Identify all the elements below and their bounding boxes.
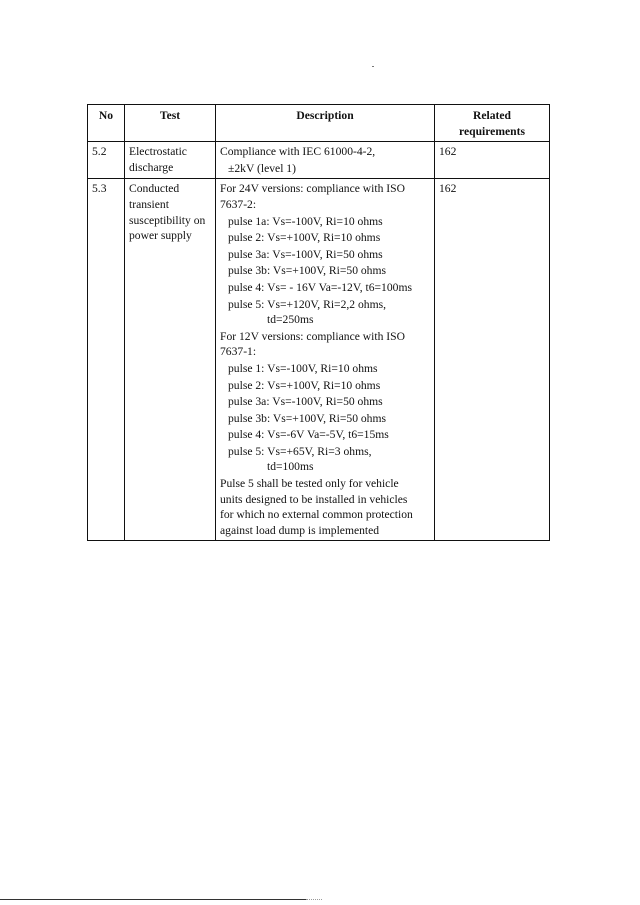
footer-rule-dots [306,899,322,901]
cell-related: 162 [435,179,550,541]
v12-intro: For 12V versions: compliance with ISO [220,329,405,343]
header-related-requirements: Related requirements [435,105,550,142]
header-test: Test [125,105,216,142]
cell-description: Compliance with IEC 61000-4-2, ±2kV (level 1) [216,142,435,179]
v24-pulse-3a: pulse 3a: Vs=-100V, Ri=50 ohms [228,247,383,261]
requirements-table [87,104,550,541]
v24-pulse-2: pulse 2: Vs=+100V, Ri=10 ohms [228,231,381,245]
cell-description: For 24V versions: compliance with ISO 7637-2: pulse 1a: Vs=-100V, Ri=10 ohms pulse 2: Vs=+100V, Ri=10 ohms pulse 3a: Vs=-100V, Ri=50 ohms pulse 3b: Vs=+100V, Ri=50 ohms pulse 4: Vs= - 16V Va=-12V, t6=100ms pulse 5: Vs=+120V, Ri=2,2 ohms, td=250ms For 12V versions: compliance with ISO 7637-1: pulse 1: Vs=-100V, Ri=10 ohms pulse 2: Vs=+100V, Ri=10 ohms pulse 3a: Vs=-100V, Ri=50 ohms pulse 3b: Vs=+100V, Ri=50 ohms pulse 4: Vs=-6V Va=-5V, t6=15ms pulse 5: Vs=+65V, Ri=3 ohms, td=100ms Pulse 5 shall be tested only for vehicle units designed to be installed in vehicles for which no external common protection against load dump is implemented [216,179,435,541]
cell-related: 162 [435,142,550,179]
header-description: Description [216,105,435,142]
footer-rule [0,899,306,900]
cell-test: Conducted transient susceptibility on power supply [125,179,216,541]
v12-pulse-3b: pulse 3b: Vs=+100V, Ri=50 ohms [228,411,387,425]
v12-pulse-5-td: td=100ms [267,460,314,474]
cell-test: Electrostatic discharge [125,142,216,179]
v24-pulse-4: pulse 4: Vs= - 16V Va=-12V, t6=100ms [228,280,412,294]
v24-intro: For 24V versions: compliance with ISO [220,182,405,196]
v24-pulse-1a: pulse 1a: Vs=-100V, Ri=10 ohms [228,214,383,228]
cell-no: 5.3 [88,179,125,541]
v12-pulse-2: pulse 2: Vs=+100V, Ri=10 ohms [228,378,381,392]
v24-pulse-3b: pulse 3b: Vs=+100V, Ri=50 ohms [228,264,387,278]
table-row-5-2 [88,142,550,179]
table-row-5-3 [88,179,550,541]
v12-pulse-4: pulse 4: Vs=-6V Va=-5V, t6=15ms [228,428,389,442]
header-no: No [88,105,125,142]
table-header-row [88,105,550,142]
v24-pulse-5: pulse 5: Vs=+120V, Ri=2,2 ohms, [228,297,387,311]
v12-pulse-1: pulse 1: Vs=-100V, Ri=10 ohms [228,361,378,375]
v12-pulse-5: pulse 5: Vs=+65V, Ri=3 ohms, [228,444,372,458]
v12-pulse-3a: pulse 3a: Vs=-100V, Ri=50 ohms [228,395,383,409]
cell-no: 5.2 [88,142,125,179]
pulse-5-note: Pulse 5 shall be tested only for vehicle [220,477,399,491]
v24-pulse-5-td: td=250ms [267,313,314,327]
scan-speck [372,66,374,67]
